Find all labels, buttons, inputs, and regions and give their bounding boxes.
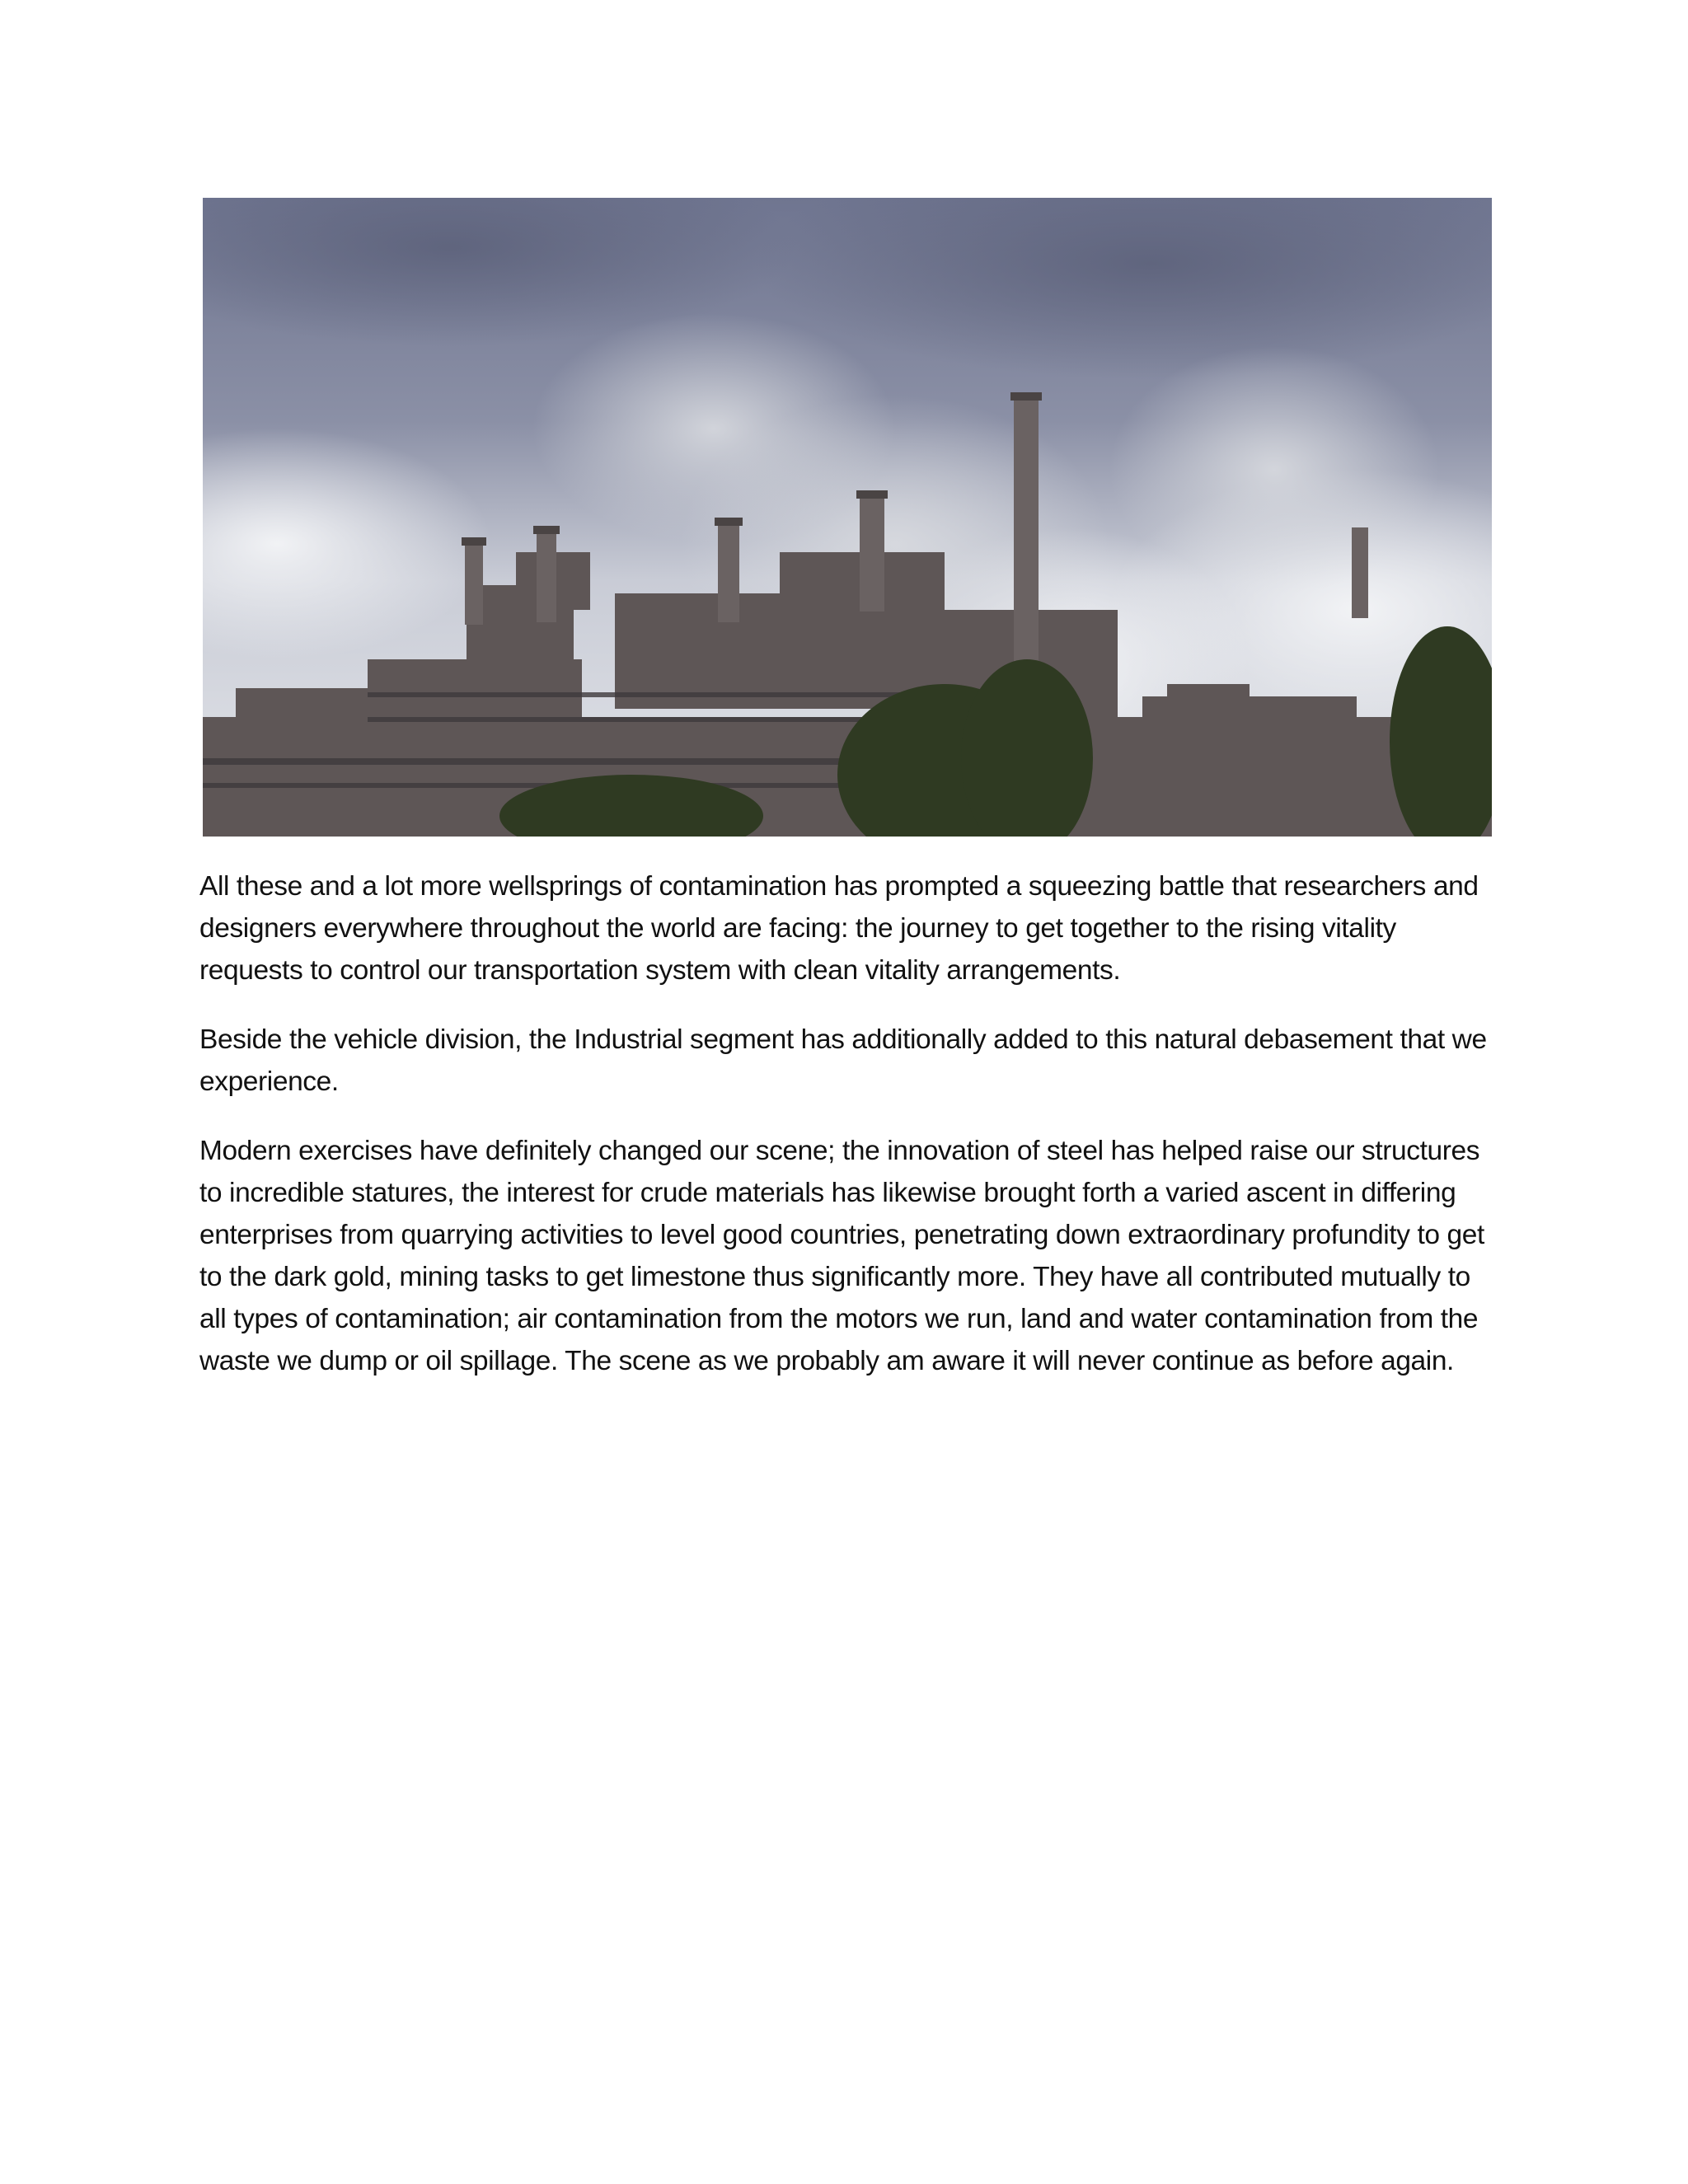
factory-photo — [203, 198, 1492, 837]
paragraph-3: Modern exercises have definitely changed our scene; the innovation of steel has helped raise our structures to incredible statures, the interest for crude materials has likewise brought forth a varied ascent in differing enterprises from quarrying activities to level good countries, penetrating down extraordinary profundity to get to the dark gold, mining tasks to get limestone thus significantly more. They have all contributed mutually to all types of contamination; air contamination from the motors we run, land and water contamination from the waste we dump or oil spillage. The scene as we probably am aware it will never continue as before again. — [199, 1136, 1484, 1376]
paragraph-2: Beside the vehicle division, the Industrial segment has additionally added to this natural debasement that we experience. — [199, 1024, 1487, 1097]
paragraph-1: All these and a lot more wellsprings of contamination has prompted a squeezing battle that researchers and designers everywhere throughout the world are facing: the journey to get together to the rising vitality requests to control our transportation system with clean vitality arrangements. — [199, 871, 1479, 986]
smokestack-factory-icon — [203, 198, 1492, 837]
body-text — [199, 865, 1502, 1409]
